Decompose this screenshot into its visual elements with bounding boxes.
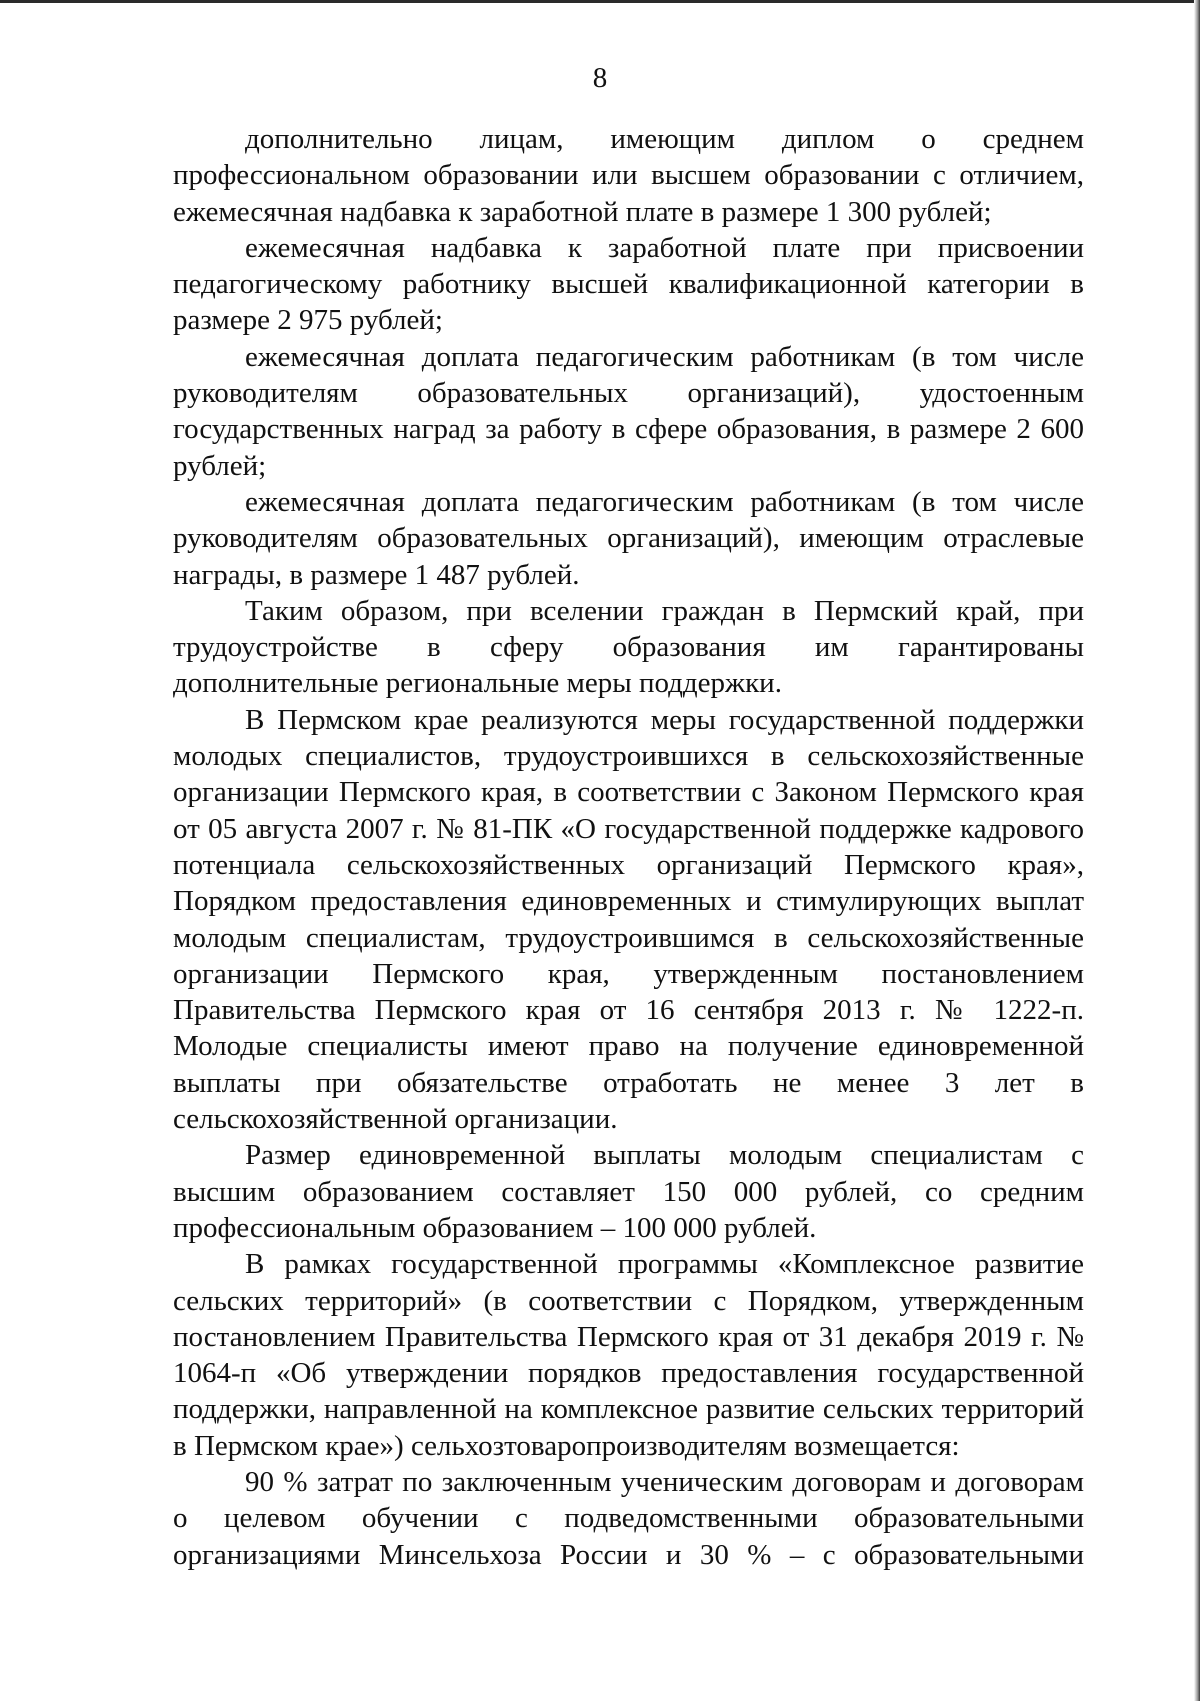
paragraph-industry-awards-bonus: ежемесячная доплата педагогическим работникам (в том числе руководителям образовательных организаций), имеющим отраслевые награды, в размере 1 487 рублей. (173, 485, 1084, 591)
scan-right-edge (1194, 0, 1200, 1701)
paragraph-qualification-bonus: ежемесячная надбавка к заработной плате при присвоении педагогическому работнику высшей квалификационной категории в размере 2 975 рублей; (173, 231, 1084, 337)
paragraph-regional-support-summary: Таким образом, при вселении граждан в Пермский край, при трудоустройстве в сферу образования им гарантированы дополнительные региональные меры поддержки. (173, 594, 1084, 700)
paragraph-training-cost-reimbursement: 90 % затрат по заключенным ученическим договорам и договорам о целевом обучении с подведомственными образовательными организациями Минсельхоза России и 30 % – с образовательными (173, 1465, 1084, 1571)
paragraph-state-awards-bonus: ежемесячная доплата педагогическим работникам (в том числе руководителям образовательных организаций), удостоенным государственных наград за работу в сфере образования, в размере 2 600 рублей; (173, 340, 1084, 482)
paragraph-rural-development-program: В рамках государственной программы «Комплексное развитие сельских территорий» (в соответствии с Порядком, утвержденным постановлением Правительства Пермского края от 31 декабря 2019 г. № 1064-п «Об утверждении порядков предоставления государственной поддержки, направленной на комплексное развитие сельских территорий в Пермском крае») сельхозтоваропроизводителям возмещается: (173, 1248, 1084, 1462)
page-number: 8 (592, 62, 608, 94)
scan-top-edge (0, 0, 1200, 3)
paragraph-young-specialists-support: В Пермском крае реализуются меры государственной поддержки молодых специалистов, трудоустроившихся в сельскохозяйственные организации Пермского края, в соответствии с Законом Пермского края от 05 августа 2007 г. № 81-ПК «О государственной поддержке кадрового потенциала сельскохозяйственных организаций Пермского края», Порядком предоставления единовременных и стимулирующих выплат молодым специалистам, трудоустроившимся в сельскохозяйственные организации Пермского края, утвержденным постановлением Правительства Пермского края от 16 сентября 2013 г. № 1222-п. Молодые специалисты имеют право на получение единовременной выплаты при обязательстве отработать не менее 3 лет в сельскохозяйственной организации. (173, 703, 1084, 1136)
document-body (173, 121, 1084, 1573)
paragraph-lump-sum-amount: Размер единовременной выплаты молодым специалистам с высшим образованием составляет 150 000 рублей, со средним профессиональным образованием – 100 000 рублей. (173, 1139, 1084, 1244)
paragraph-graduate-honors-bonus: дополнительно лицам, имеющим диплом о среднем профессиональном образовании или высшем образовании с отличием, ежемесячная надбавка к заработной плате в размере 1 300 рублей; (173, 123, 1084, 228)
